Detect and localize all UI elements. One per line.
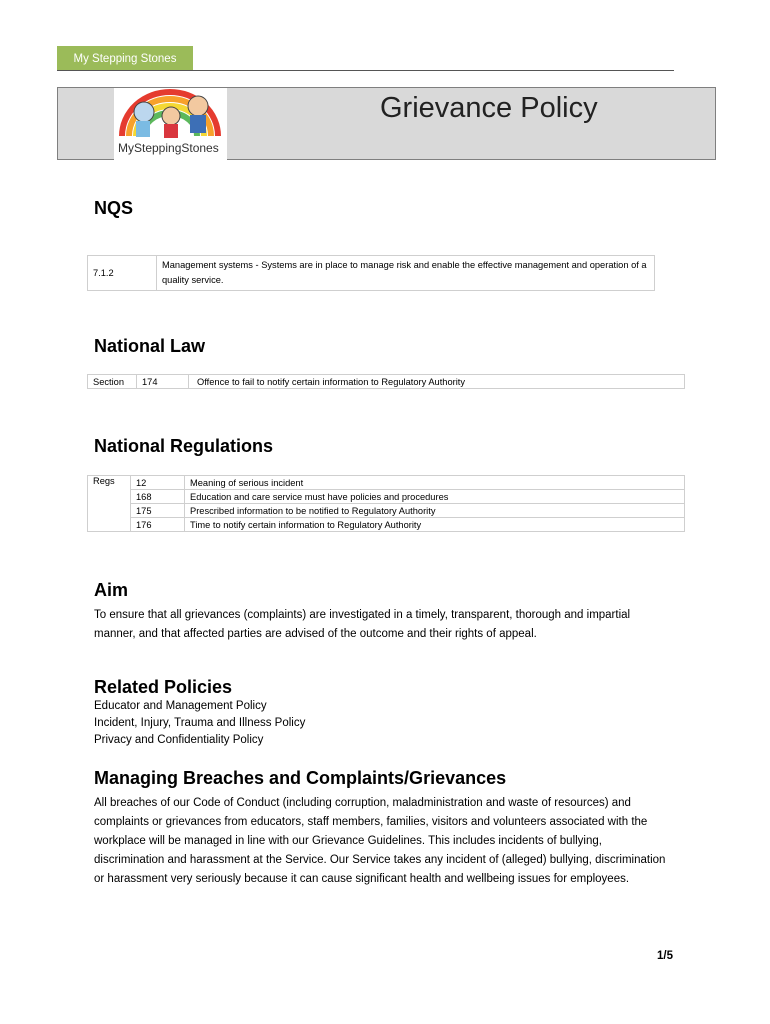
managing-heading: Managing Breaches and Complaints/Grievances [94, 768, 507, 788]
reg-text: Education and care service must have policies and procedures [185, 490, 685, 504]
table-row [88, 375, 685, 389]
national-law-heading: National Law [94, 336, 206, 356]
law-text: Offence to fail to notify certain information to Regulatory Authority [189, 375, 685, 389]
nqs-code: 7.1.2 [88, 256, 157, 291]
list-item: Incident, Injury, Trauma and Illness Policy [94, 717, 306, 729]
logo [114, 88, 227, 160]
regs-label: Regs [88, 476, 131, 532]
managing-text: All breaches of our Code of Conduct (including corruption, maladministration and waste of resources) and complaints or grievances from educators, staff members, families, visitors and volunteers associated with the workplace will be managed in line with our Grievance Guidelines. This includes incidents of bullying, discrimination and harassment at the Service. Our Service takes any incident of (alleged) bullying, discrimination or harassment very seriously because it can cause significant health and wellbeing issues for employees. [94, 797, 666, 885]
reg-number: 12 [131, 476, 185, 490]
list-item: Privacy and Confidentiality Policy [94, 734, 264, 746]
page-title: Grievance Policy [380, 92, 598, 124]
table-row [88, 504, 685, 518]
aim-text: To ensure that all grievances (complaints) are investigated in a timely, transparent, thorough and impartial manner, and that affected parties are advised of the outcome and their rights of appeal. [94, 609, 631, 640]
nqs-heading: NQS [94, 198, 134, 218]
page-number: 1/5 [657, 950, 673, 962]
reg-text: Time to notify certain information to Regulatory Authority [185, 518, 685, 532]
nqs-text: Management systems - Systems are in place to manage risk and enable the effective management and operation of a quality service. [157, 256, 655, 291]
reg-number: 175 [131, 504, 185, 518]
header-rule [57, 70, 674, 71]
table-row [88, 256, 655, 291]
aim-heading: Aim [94, 580, 129, 600]
related-policies-list [94, 698, 305, 749]
logo-text: MySteppingStones [118, 141, 219, 155]
reg-text: Prescribed information to be notified to Regulatory Authority [185, 504, 685, 518]
header-tab: My Stepping Stones [57, 46, 193, 71]
table-row [88, 518, 685, 532]
reg-number: 176 [131, 518, 185, 532]
regulations-table [87, 475, 685, 532]
national-regulations-heading: National Regulations [94, 436, 274, 456]
table-row [88, 490, 685, 504]
related-policies-heading: Related Policies [94, 677, 233, 697]
reg-number: 168 [131, 490, 185, 504]
nqs-table [87, 255, 655, 291]
national-law-table [87, 374, 685, 389]
law-label: Section [88, 375, 137, 389]
table-row [88, 476, 685, 490]
list-item: Educator and Management Policy [94, 700, 267, 712]
law-number: 174 [137, 375, 189, 389]
reg-text: Meaning of serious incident [185, 476, 685, 490]
logo-image [114, 88, 227, 160]
